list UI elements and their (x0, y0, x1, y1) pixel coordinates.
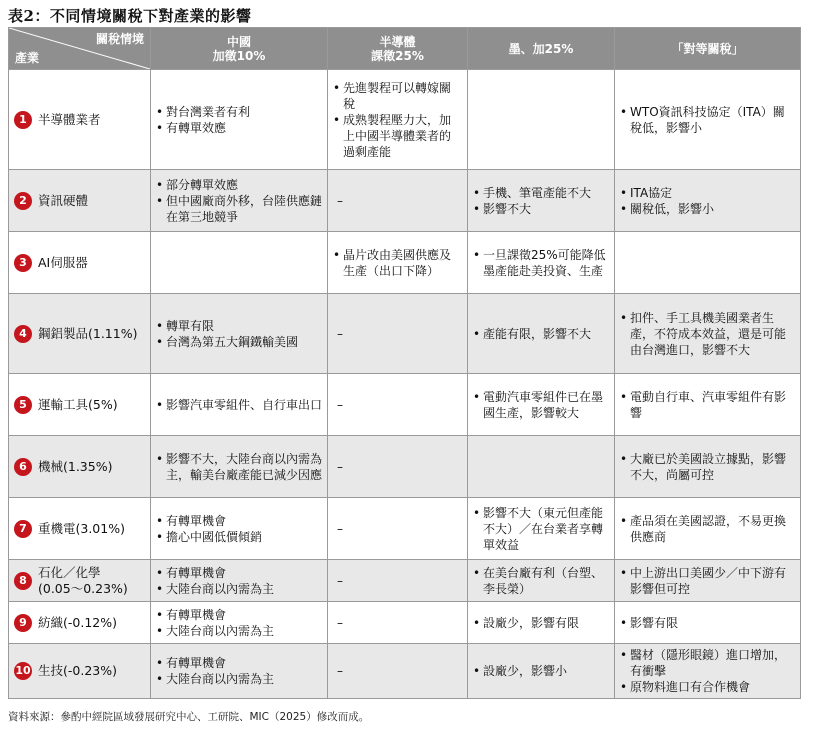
industry-cell (9, 70, 151, 170)
table-row (9, 560, 801, 602)
row-number-badge: 5 (14, 396, 32, 414)
no-impact-dash: – (337, 573, 343, 588)
table-row (9, 374, 801, 436)
impact-cell-c3 (468, 498, 615, 560)
col-header-mc-line1: 墨、加25% (508, 41, 574, 56)
impact-bullet: • 大陸台商以內需為主 (156, 623, 322, 639)
impact-bullet: • 擔心中國低價傾銷 (156, 529, 322, 545)
impact-cell-c1 (151, 436, 328, 498)
industry-name: AI伺服器 (38, 254, 88, 270)
impact-bullet: • 晶片改由美國供應及生產（出口下降） (333, 247, 462, 279)
impact-bullet: • 轉單有限 (156, 318, 322, 334)
col-header-semi-line2: 課徵25% (371, 48, 424, 63)
impact-cell-c4 (615, 560, 801, 602)
row-number-badge: 3 (14, 254, 32, 272)
row-number-badge: 7 (14, 520, 32, 538)
corner-industry-label: 產業 (15, 51, 40, 65)
no-impact-dash: – (337, 459, 343, 474)
industry-cell (9, 602, 151, 644)
col-header-china (151, 28, 328, 70)
industry-cell (9, 498, 151, 560)
impact-cell-c2 (328, 170, 468, 232)
no-impact-dash: – (337, 193, 343, 208)
no-impact-dash: – (337, 326, 343, 341)
impact-cell-c4 (615, 70, 801, 170)
impact-cell-c2 (328, 374, 468, 436)
row-number-badge: 10 (14, 662, 32, 680)
impact-cell-c3 (468, 170, 615, 232)
table-row (9, 170, 801, 232)
no-impact-dash: – (337, 521, 343, 536)
industry-name: 紡織(-0.12%) (38, 614, 117, 630)
impact-cell-c3 (468, 232, 615, 294)
impact-cell-c3 (468, 644, 615, 699)
impact-bullet: • 電動自行車、汽車零組件有影響 (620, 389, 795, 421)
industry-name: 運輸工具(5%) (38, 396, 118, 412)
impact-bullet: • 設廠少，影響小 (473, 663, 609, 679)
impact-bullet: • 手機、筆電產能不大 (473, 185, 609, 201)
industry-cell (9, 294, 151, 374)
impact-cell-c3 (468, 374, 615, 436)
industry-name: 半導體業者 (38, 111, 101, 127)
industry-cell (9, 644, 151, 699)
industry-cell (9, 374, 151, 436)
no-impact-dash: – (337, 615, 343, 630)
impact-bullet: • ITA協定 (620, 185, 795, 201)
row-number-badge: 4 (14, 325, 32, 343)
impact-cell-c2 (328, 498, 468, 560)
impact-bullet: • 原物料進口有合作機會 (620, 679, 795, 695)
row-number-badge: 6 (14, 458, 32, 476)
industry-name: 石化／化學 (38, 564, 101, 580)
impact-cell-c4 (615, 498, 801, 560)
no-impact-dash: – (337, 397, 343, 412)
table-title: 表2：不同情境關稅下對產業的影響 (8, 7, 252, 25)
impact-cell-c2 (328, 70, 468, 170)
impact-cell-c1 (151, 602, 328, 644)
col-header-semi-line1: 半導體 (379, 34, 416, 49)
impact-bullet: • 設廠少，影響有限 (473, 615, 609, 631)
impact-cell-c4 (615, 170, 801, 232)
table-row (9, 294, 801, 374)
table-row (9, 498, 801, 560)
impact-bullet: • 醫材（隱形眼鏡）進口增加，有衝擊 (620, 647, 795, 679)
source-note: 資料來源：參酌中經院區域發展研究中心、工研院、MIC（2025）修改而成。 (8, 711, 370, 723)
impact-cell-c1 (151, 232, 328, 294)
impact-cell-c2 (328, 232, 468, 294)
impact-bullet: • 產能有限，影響不大 (473, 326, 609, 342)
impact-bullet: • 影響不大，大陸台商以內需為主，輸美台廠產能已減少因應 (156, 451, 322, 483)
impact-bullet: • 電動汽車零組件已在墨國生產，影響較大 (473, 389, 609, 421)
impact-bullet: • 對台灣業者有利 (156, 104, 322, 120)
impact-bullet: • 但中國廠商外移，台陸供應鏈在第三地競爭 (156, 193, 322, 225)
row-number-badge: 1 (14, 111, 32, 129)
impact-bullet: • 有轉單機會 (156, 565, 322, 581)
impact-cell-c4 (615, 374, 801, 436)
impact-bullet: • 大陸台商以內需為主 (156, 581, 322, 597)
industry-cell (9, 232, 151, 294)
no-impact-dash: – (337, 664, 343, 678)
impact-cell-c3 (468, 602, 615, 644)
table-row (9, 232, 801, 294)
impact-cell-c1 (151, 374, 328, 436)
impact-bullet: • 大陸台商以內需為主 (156, 671, 322, 687)
impact-bullet: • 有轉單效應 (156, 120, 322, 136)
industry-name: 生技(-0.23%) (38, 663, 117, 678)
impact-bullet: • 部分轉單效應 (156, 177, 322, 193)
impact-cell-c1 (151, 170, 328, 232)
col-header-reciprocal-line1: 「對等關稅」 (671, 41, 744, 56)
impact-bullet: • 扣件、手工具機美國業者生產，不符成本效益，還是可能由台灣進口，影響不大 (620, 310, 795, 358)
impact-cell-c2 (328, 294, 468, 374)
impact-cell-c1 (151, 644, 328, 699)
tariff-impact-table (8, 27, 801, 699)
col-header-reciprocal (615, 28, 801, 70)
impact-bullet: • 影響汽車零組件、自行車出口 (156, 397, 322, 413)
impact-cell-c1 (151, 560, 328, 602)
impact-cell-c3 (468, 294, 615, 374)
row-number-badge: 9 (14, 614, 32, 632)
impact-cell-c1 (151, 294, 328, 374)
table-row (9, 644, 801, 699)
impact-bullet: • 產品須在美國認證，不易更換供應商 (620, 513, 795, 545)
industry-name: (0.05～0.23%) (38, 580, 128, 596)
impact-cell-c4 (615, 294, 801, 374)
impact-cell-c1 (151, 498, 328, 560)
impact-cell-c3 (468, 436, 615, 498)
impact-cell-c2 (328, 602, 468, 644)
industry-name: 重機電(3.01%) (38, 520, 125, 536)
impact-cell-c4 (615, 644, 801, 699)
impact-bullet: • WTO資訊科技協定（ITA）關稅低，影響小 (620, 104, 795, 136)
table-row (9, 436, 801, 498)
impact-cell-c4 (615, 232, 801, 294)
industry-name: 資訊硬體 (38, 192, 89, 208)
impact-bullet: • 中上游出口美國少／中下游有影響但可控 (620, 565, 795, 597)
impact-bullet: • 有轉單機會 (156, 607, 322, 623)
impact-cell-c2 (328, 436, 468, 498)
impact-bullet: • 有轉單機會 (156, 655, 322, 671)
impact-bullet: • 先進製程可以轉嫁關稅 (333, 80, 462, 112)
impact-bullet: • 在美台廠有利（台塑、李長榮） (473, 565, 609, 597)
industry-name: 鋼鋁製品(1.11%) (38, 325, 138, 341)
impact-cell-c2 (328, 560, 468, 602)
impact-cell-c2 (328, 644, 468, 699)
industry-cell (9, 560, 151, 602)
impact-cell-c4 (615, 436, 801, 498)
table-row (9, 602, 801, 644)
impact-bullet: • 台灣為第五大鋼鐵輸美國 (156, 334, 322, 350)
table-row (9, 70, 801, 170)
impact-bullet: • 影響不大 (473, 201, 609, 217)
col-header-mexico-canada (468, 28, 615, 70)
header-row (9, 28, 801, 70)
col-header-china-line2: 加徵10% (212, 48, 266, 63)
col-header-china-line1: 中國 (226, 34, 251, 49)
impact-bullet: • 影響不大（東元但產能不大）／在台業者享轉單效益 (473, 505, 609, 553)
col-header-semiconductor (328, 28, 468, 70)
industry-cell (9, 170, 151, 232)
impact-bullet: • 大廠已於美國設立據點，影響不大，尚屬可控 (620, 451, 795, 483)
row-number-badge: 2 (14, 192, 32, 210)
impact-cell-c1 (151, 70, 328, 170)
impact-cell-c4 (615, 602, 801, 644)
impact-bullet: • 關稅低，影響小 (620, 201, 795, 217)
industry-cell (9, 436, 151, 498)
corner-header (9, 28, 151, 70)
row-number-badge: 8 (14, 572, 32, 590)
impact-bullet: • 影響有限 (620, 615, 795, 631)
impact-bullet: • 成熟製程壓力大，加上中國半導體業者的過剩產能 (333, 112, 462, 160)
impact-bullet: • 有轉單機會 (156, 513, 322, 529)
corner-scenario-label: 關稅情境 (95, 32, 144, 46)
impact-bullet: • 一旦課徵25%可能降低墨產能赴美投資、生產 (473, 247, 609, 279)
impact-cell-c3 (468, 70, 615, 170)
impact-cell-c3 (468, 560, 615, 602)
industry-name: 機械(1.35%) (38, 458, 113, 474)
